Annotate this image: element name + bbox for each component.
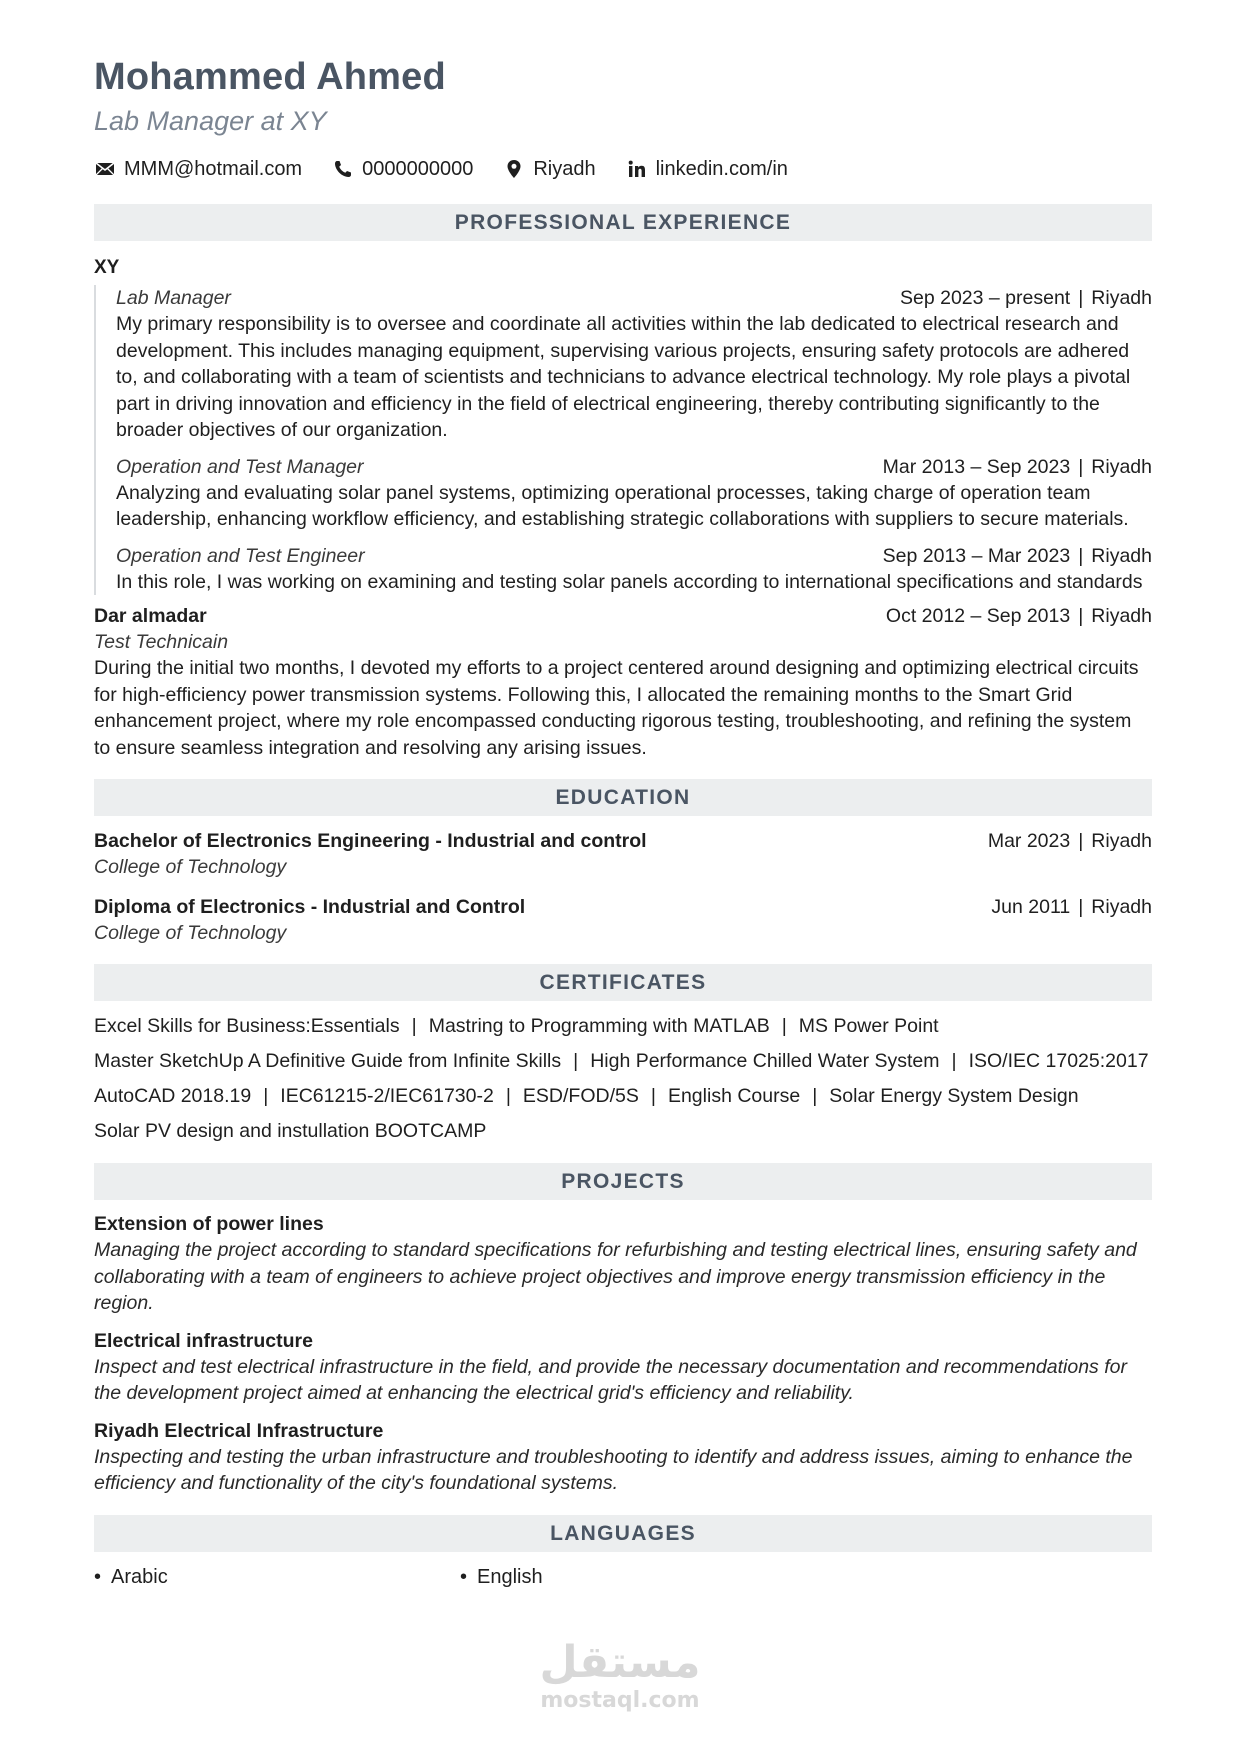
role-title: Operation and Test Manager <box>116 455 364 478</box>
certificate-item: AutoCAD 2018.19 <box>94 1085 252 1107</box>
project-title: Riyadh Electrical Infrastructure <box>94 1419 384 1442</box>
project-entry <box>94 1211 1152 1317</box>
contact-bar <box>94 154 1152 184</box>
role-date: Sep 2013 – Mar 2023 | Riyadh <box>882 544 1152 567</box>
certificate-item: English Course <box>667 1085 801 1107</box>
role-entry <box>116 454 1152 533</box>
phone-icon <box>332 158 354 180</box>
certificate-item: Solar PV design and instullation BOOTCAMP <box>94 1120 487 1142</box>
language-item: • Arabic <box>94 1565 168 1588</box>
contact-linkedin[interactable] <box>626 158 788 181</box>
section-header-projects: PROJECTS <box>94 1163 1152 1200</box>
degree-title: Bachelor of Electronics Engineering - Industrial and control <box>94 830 647 852</box>
contact-location <box>503 158 595 181</box>
role-description: My primary responsibility is to oversee and coordinate all activities within the lab dedicated to electrical research and development. This includes managing equipment, supervising various projects, ensuring safety protocols are adhered to, and collaborating with a team of scientists and technicians to advance electrical technology. My role plays a pivotal part in driving innovation and efficiency in the field of electrical engineering, thereby contributing significantly to the broader objectives of our organization. <box>116 313 1131 441</box>
project-entry <box>94 1418 1152 1497</box>
bullet-icon: • <box>94 1565 102 1588</box>
company-name: Dar almadar <box>94 605 207 627</box>
phone-text: 0000000000 <box>362 157 474 180</box>
linkedin-text: linkedin.com/in <box>655 157 788 180</box>
language-list <box>94 1564 1152 1590</box>
project-title: Extension of power lines <box>94 1213 324 1235</box>
watermark-latin: mostaql.com <box>540 1688 700 1713</box>
certificate-item: Solar Energy System Design <box>829 1085 1079 1107</box>
language-item: • English <box>460 1565 543 1588</box>
watermark-logo <box>0 1638 1240 1714</box>
section-header-certificates: CERTIFICATES <box>94 964 1152 1001</box>
role-description: In this role, I was working on examining and testing solar panels according to international specifications and standards <box>116 570 1143 593</box>
section-header-languages: LANGUAGES <box>94 1515 1152 1552</box>
contact-email[interactable] <box>94 158 302 181</box>
candidate-name: Mohammed Ahmed <box>94 56 446 98</box>
role-entry <box>116 543 1152 596</box>
project-description: Inspecting and testing the urban infrastructure and troubleshooting to identify and address issues, aiming to enhance the efficiency and functionality of the city's foundational systems. <box>94 1445 1133 1494</box>
education-date: Mar 2023 | Riyadh <box>987 830 1152 852</box>
role-description: Analyzing and evaluating solar panel systems, optimizing operational processes, taking charge of operation team leadership, enhancing workflow efficiency, and establishing strategic collaborations with suppliers to secure materials. <box>116 481 1129 530</box>
certificate-item: ESD/FOD/5S <box>522 1085 639 1107</box>
job-title: Test Technicain <box>94 631 229 653</box>
certificate-item: Mastring to Programming with MATLAB <box>428 1015 770 1037</box>
job-entry <box>94 603 1152 761</box>
linkedin-icon <box>626 158 648 180</box>
project-description: Managing the project according to standard specifications for refurbishing and testing electrical lines, ensuring safety and collaborating with a team of engineers to achieve project objectives and improve energy transmission efficiency in the region. <box>94 1239 1137 1314</box>
education-entry <box>94 828 1152 880</box>
location-text: Riyadh <box>533 157 596 180</box>
email-text: MMM@hotmail.com <box>124 157 303 180</box>
certificate-item: High Performance Chilled Water System <box>590 1050 940 1072</box>
contact-phone[interactable] <box>332 158 473 181</box>
education-date: Jun 2011 | Riyadh <box>991 896 1152 918</box>
certificate-item: Master SketchUp A Definitive Guide from Infinite Skills <box>94 1050 562 1072</box>
section-header-education: EDUCATION <box>94 779 1152 816</box>
map-pin-icon <box>503 158 525 180</box>
school-name: College of Technology <box>94 856 287 878</box>
project-title: Electrical infrastructure <box>94 1329 313 1352</box>
candidate-headline: Lab Manager at XY <box>94 106 327 136</box>
job-description: During the initial two months, I devoted my efforts to a project centered around designing and optimizing electrical circuits for high-efficiency power transmission systems. Following this, I allocated the remaining months to the Smart Grid enhancement project, where my role encompassed conducting rigorous testing, troubleshooting, and refining the system to ensure seamless integration and resolving any arising issues. <box>94 657 1139 759</box>
education-entry <box>94 894 1152 946</box>
role-title: Lab Manager <box>116 287 231 309</box>
envelope-icon <box>94 158 116 180</box>
certificate-line <box>94 1118 1152 1145</box>
certificate-line: Master SketchUp A Definitive Guide from Infinite Skills | High Performance Chilled Water System | ISO/IEC 17025:2017 <box>94 1050 1149 1072</box>
certificate-item: MS Power Point <box>798 1015 939 1037</box>
school-name: College of Technology <box>94 922 287 944</box>
job-date: Oct 2012 – Sep 2013 | Riyadh <box>885 605 1152 627</box>
role-group <box>94 285 1152 595</box>
certificate-line: Excel Skills for Business:Essentials | Mastring to Programming with MATLAB | MS Power Point <box>94 1015 939 1037</box>
role-title: Operation and Test Engineer <box>116 544 365 567</box>
role-date: Mar 2013 – Sep 2023 | Riyadh <box>882 455 1152 478</box>
role-entry <box>116 285 1152 444</box>
project-entry <box>94 1328 1152 1407</box>
project-description: Inspect and test electrical infrastructure in the field, and provide the necessary documentation and recommendations for the development project aimed at enhancing the electrical grid's efficiency and reliability. <box>94 1355 1127 1404</box>
certificate-item: Excel Skills for Business:Essentials <box>94 1015 400 1037</box>
resume-page <box>94 52 1152 1590</box>
certificate-item: ISO/IEC 17025:2017 <box>968 1050 1149 1072</box>
certificate-item: IEC61215-2/IEC61730-2 <box>280 1085 494 1107</box>
certificate-line: AutoCAD 2018.19 | IEC61215-2/IEC61730-2 | ESD/FOD/5S | English Course | Solar Energy System Design <box>94 1085 1079 1107</box>
degree-title: Diploma of Electronics - Industrial and Control <box>94 896 526 918</box>
company-name: XY <box>94 257 120 278</box>
bullet-icon: • <box>460 1565 468 1588</box>
role-date: Sep 2023 – present | Riyadh <box>900 287 1152 309</box>
watermark-arabic: مستقل <box>539 1637 701 1688</box>
section-header-experience: PROFESSIONAL EXPERIENCE <box>94 204 1152 241</box>
